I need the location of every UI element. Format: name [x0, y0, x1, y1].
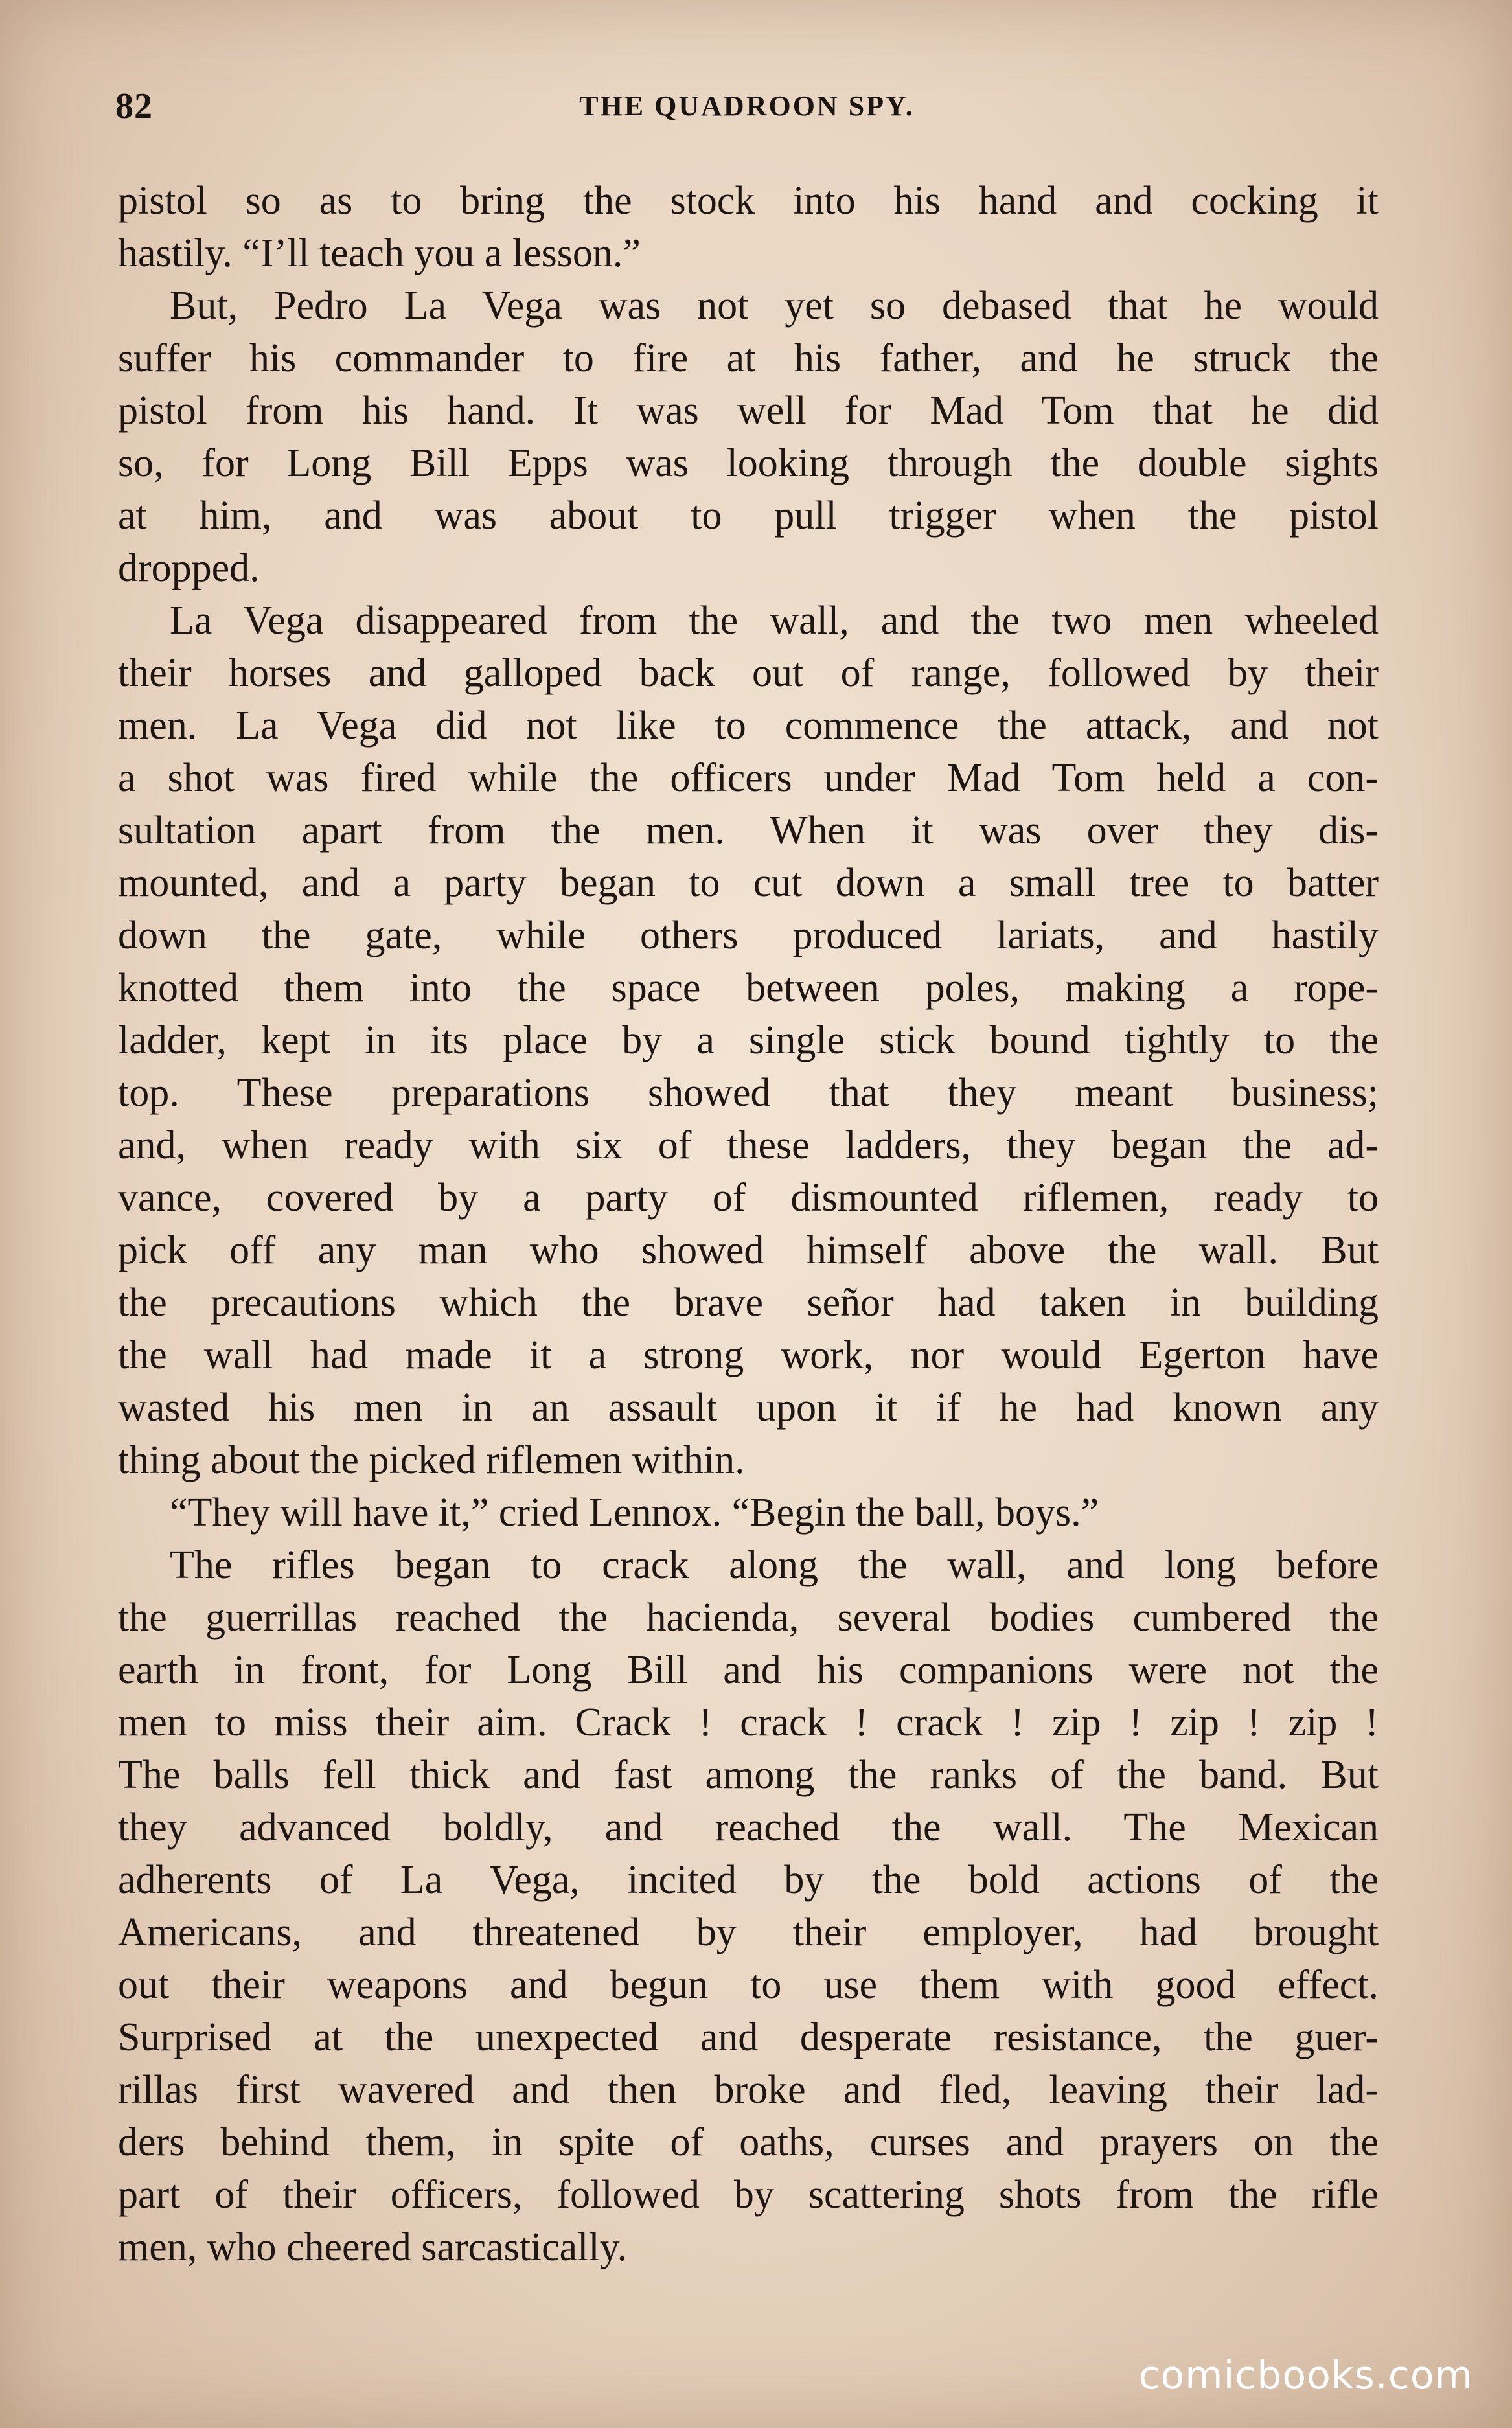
text-line: they advanced boldly, and reached the wall. The Mexican: [118, 1805, 1379, 1850]
text-line: The balls fell thick and fast among the ranks of the band. But: [118, 1753, 1379, 1797]
text-line: knotted them into the space between poles, making a rope-: [118, 966, 1379, 1010]
text-line: rillas first wavered and then broke and fled, leaving their lad-: [118, 2068, 1379, 2112]
text-line: a shot was fired while the officers under Mad Tom held a con-: [118, 756, 1379, 800]
text-line: suffer his commander to fire at his father, and he struck the: [118, 336, 1379, 380]
text-line: top. These preparations showed that they meant business;: [118, 1071, 1379, 1115]
text-line: pick off any man who showed himself above the wall. But: [118, 1228, 1379, 1272]
text-line: the guerrillas reached the hacienda, several bodies cumbered the: [118, 1596, 1379, 1640]
text-line: at him, and was about to pull trigger when the pistol: [118, 494, 1379, 538]
text-line: men to miss their aim. Crack ! crack ! crack ! zip ! zip ! zip !: [118, 1701, 1379, 1745]
text-line: the wall had made it a strong work, nor would Egerton have: [118, 1333, 1379, 1377]
text-line: men. La Vega did not like to commence the attack, and not: [118, 704, 1379, 748]
text-line: La Vega disappeared from the wall, and the two men wheeled: [170, 599, 1379, 643]
text-line: wasted his men in an assault upon it if he had known any: [118, 1386, 1379, 1430]
text-line: dropped.: [118, 546, 260, 590]
text-line: sultation apart from the men. When it was over they dis-: [118, 808, 1379, 853]
text-line: their horses and galloped back out of range, followed by their: [118, 651, 1379, 695]
text-line: thing about the picked riflemen within.: [118, 1438, 745, 1482]
watermark: comicbooks.com: [1138, 2353, 1473, 2398]
text-line: down the gate, while others produced lariats, and hastily: [118, 913, 1379, 957]
text-line: mounted, and a party began to cut down a small tree to batter: [118, 861, 1379, 905]
text-line: and, when ready with six of these ladders, they began the ad-: [118, 1123, 1379, 1167]
text-line: Americans, and threatened by their employer, had brought: [118, 1910, 1379, 1954]
page-header: [115, 86, 1379, 137]
text-line: pistol from his hand. It was well for Mad Tom that he did: [118, 389, 1379, 433]
text-line: men, who cheered sarcastically.: [118, 2225, 628, 2269]
text-line: so, for Long Bill Epps was looking through the double sights: [118, 441, 1379, 485]
page-number: 82: [115, 86, 153, 126]
text-line: ders behind them, in spite of oaths, curses and prayers on the: [118, 2120, 1379, 2164]
text-line: But, Pedro La Vega was not yet so debased that he would: [170, 284, 1379, 328]
text-line: ladder, kept in its place by a single stick bound tightly to the: [118, 1018, 1379, 1062]
text-line: The rifles began to crack along the wall, and long before: [170, 1543, 1379, 1587]
text-line: “They will have it,” cried Lennox. “Begin the ball, boys.”: [170, 1491, 1099, 1535]
text-line: pistol so as to bring the stock into his hand and cocking it: [118, 179, 1379, 223]
text-line: adherents of La Vega, incited by the bold actions of the: [118, 1858, 1379, 1902]
body-text: [118, 175, 1379, 2274]
text-line: part of their officers, followed by scattering shots from the rifle: [118, 2173, 1379, 2217]
text-line: out their weapons and begun to use them with good effect.: [118, 1963, 1379, 2007]
text-line: earth in front, for Long Bill and his companions were not the: [118, 1648, 1379, 1692]
text-line: hastily. “I’ll teach you a lesson.”: [118, 231, 641, 275]
running-title: THE QUADROON SPY.: [579, 90, 915, 122]
text-line: vance, covered by a party of dismounted riflemen, ready to: [118, 1176, 1379, 1220]
text-line: Surprised at the unexpected and desperate resistance, the guer-: [118, 2015, 1379, 2059]
text-line: the precautions which the brave señor had taken in building: [118, 1281, 1379, 1325]
